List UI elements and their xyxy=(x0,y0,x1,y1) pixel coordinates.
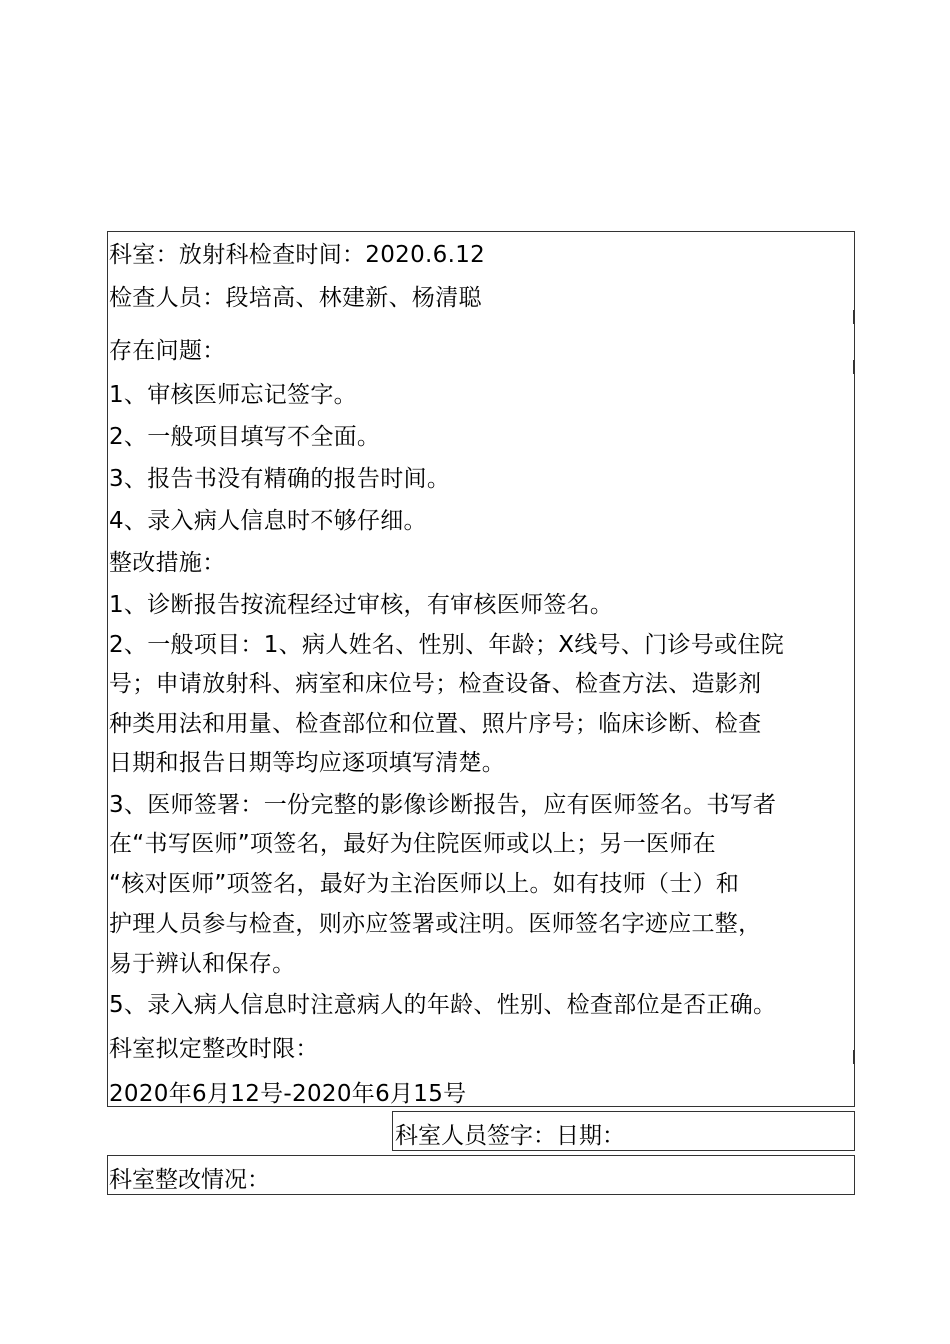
border-tick xyxy=(853,310,855,324)
problems-title: 存在问题： xyxy=(109,338,226,364)
measure-line: 易于辨认和保存。 xyxy=(109,951,296,977)
measure-line: 5、录入病人信息时注意病人的年龄、性别、检查部位是否正确。 xyxy=(109,992,777,1018)
dept-and-date-line: 科室：放射科检查时间：2020.6.12 xyxy=(109,242,486,268)
measure-line: 护理人员参与检查，则亦应签署或注明。医师签名字迹应工整， xyxy=(109,911,762,937)
measure-line: 在“书写医师”项签名，最好为住院医师或以上；另一医师在 xyxy=(109,831,716,857)
problem-item: 1、审核医师忘记签字。 xyxy=(109,382,357,408)
deadline-range: 2020年6月12号-2020年6月15号 xyxy=(109,1081,467,1107)
inspectors-line: 检查人员：段培高、林建新、杨清聪 xyxy=(109,285,482,311)
measure-line: 日期和报告日期等均应逐项填写清楚。 xyxy=(109,750,506,776)
measure-line: 号；申请放射科、病室和床位号；检查设备、检查方法、造影剂 xyxy=(109,671,762,697)
measure-line: 3、医师签署：一份完整的影像诊断报告，应有医师签名。书写者 xyxy=(109,792,777,818)
measure-line: 1、诊断报告按流程经过审核，有审核医师签名。 xyxy=(109,592,614,618)
problem-item: 3、报告书没有精确的报告时间。 xyxy=(109,466,451,492)
deadline-title: 科室拟定整改时限： xyxy=(109,1036,319,1062)
measures-title: 整改措施： xyxy=(109,550,226,576)
measure-line: “核对医师”项签名，最好为主治医师以上。如有技师（士）和 xyxy=(109,871,740,897)
problem-item: 4、录入病人信息时不够仔细。 xyxy=(109,508,427,534)
border-tick xyxy=(853,360,855,374)
signature-date-label: 科室人员签字：日期： xyxy=(395,1123,625,1149)
measure-line: 2、一般项目：1、病人姓名、性别、年龄；X线号、门诊号或住院 xyxy=(109,632,785,658)
rectification-status-label: 科室整改情况： xyxy=(109,1167,270,1193)
border-tick xyxy=(853,1050,855,1064)
problem-item: 2、一般项目填写不全面。 xyxy=(109,424,381,450)
measure-line: 种类用法和用量、检查部位和位置、照片序号；临床诊断、检查 xyxy=(109,711,762,737)
